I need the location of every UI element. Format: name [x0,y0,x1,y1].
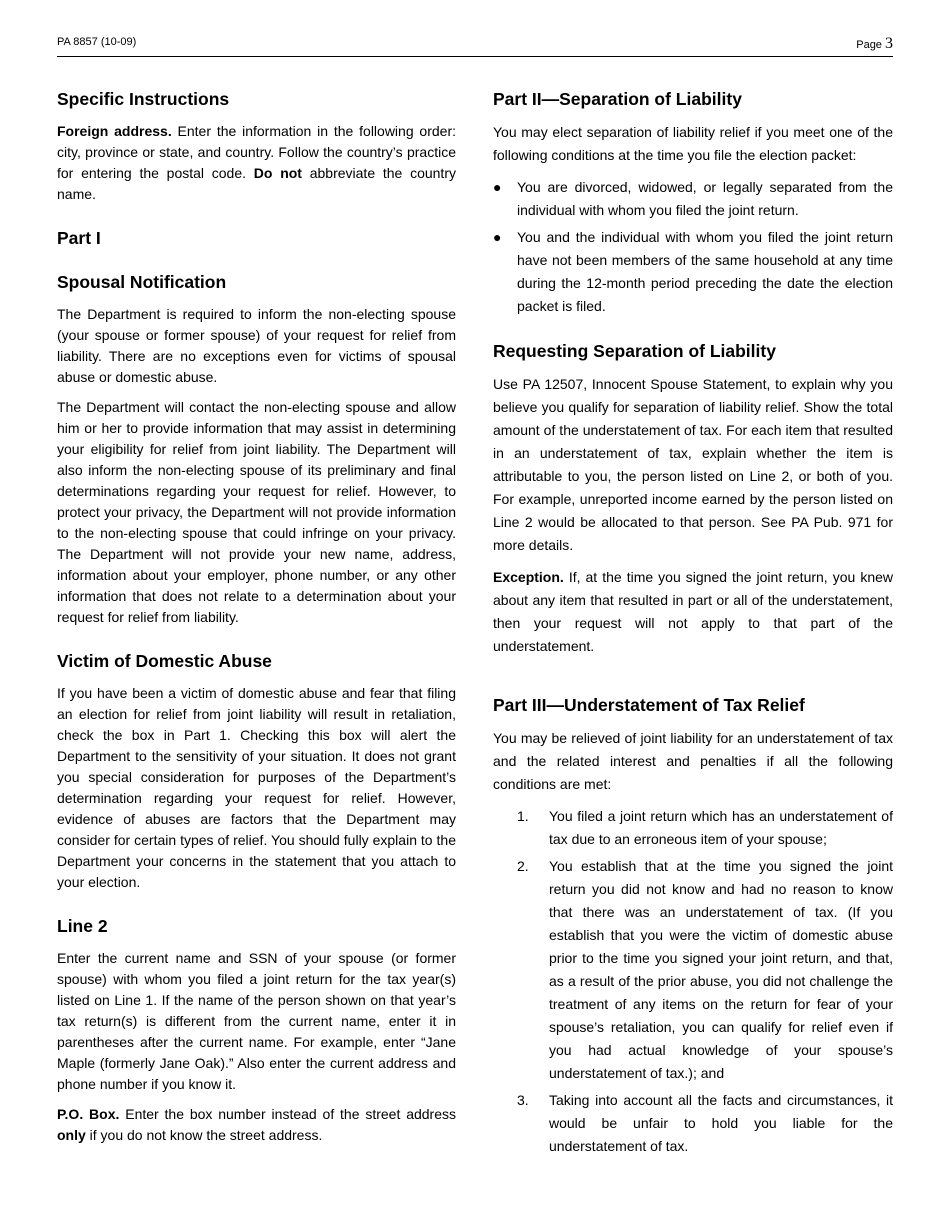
bullet-text: You are divorced, widowed, or legally separated from the individual with whom you filed the joint return. [517,179,893,218]
exception-lead: Exception. [493,569,564,585]
numbered-item [493,1089,893,1158]
bullet-item [493,176,893,222]
exception-paragraph [493,566,893,658]
victim-heading: Victim of Domestic Abuse [57,651,272,671]
do-not-bold: Do not [253,165,302,181]
po-box-lead: P.O. Box. [57,1106,120,1122]
specific-instructions-heading: Specific Instructions [57,89,230,109]
bullet-icon: ● [493,179,502,195]
line2-heading: Line 2 [57,916,108,936]
bullet-text: You and the individual with whom you filed the joint return have not been members of the same household at any time during the 12-month period preceding the date the election packet is filed. [517,229,893,314]
part2-intro: You may elect separation of liability relief if you meet one of the following conditions at the time you file the election packet: [493,124,893,163]
page-header [57,34,893,57]
victim-paragraph: If you have been a victim of domestic abuse and fear that filing an election for relief from joint liability will result in retaliation, check the box in Part 1. Checking this box will alert the Department to the sensitivity of your situation. It does not grant you special consideration for purposes of the Department’s determination regarding your request for relief. However, evidence of abuses are factors that the Department may consider for certain types of relief. You should fully explain to the Department your concerns in the statement that you attach to your election. [57,685,456,890]
numbered-item [493,805,893,851]
requesting-paragraph: Use PA 12507, Innocent Spouse Statement, to explain why you believe you qualify for separation of liability relief. Show the total amount of the understatement of tax. For each item that resulted in an understatement of tax, explain whether the item is attributable to you, the person listed on Line 2, or both of you. For example, unreported income earned by the person listed on Line 2 would be allocated to that person. See PA Pub. 971 for more details. [493,376,893,553]
spousal-notification-heading: Spousal Notification [57,272,227,292]
po-box-text-2: if you do not know the street address. [85,1127,323,1143]
part3-intro: You may be relieved of joint liability for an understatement of tax and the related interest and penalties if all the following conditions are met: [493,730,893,792]
bullet-icon: ● [493,229,502,245]
part2-heading: Part II—Separation of Liability [493,89,742,109]
part1-heading: Part I [57,228,101,248]
part3-heading: Part III—Understatement of Tax Relief [493,695,805,715]
line2-paragraph: Enter the current name and SSN of your spouse (or former spouse) with whom you filed a joint return for the tax year(s) listed on Line 1. If the name of the person shown on that year’s tax return(s) is different from the current name, enter it in parentheses after the current name. For example, enter “Jane Maple (formerly Jane Oak).” Also enter the current address and phone number if you know it. [57,950,456,1092]
item-number: 1. [517,808,529,824]
foreign-address-paragraph [57,121,456,205]
item-number: 2. [517,858,529,874]
left-column [57,88,456,1155]
form-id: PA 8857 (10-09) [57,36,137,48]
spousal-paragraph-2: The Department will contact the non-electing spouse and allow him or her to provide information that may assist in determining your eligibility for relief from joint liability. The Department will also inform the non-electing spouse of its preliminary and final determinations regarding your request for relief. However, to protect your privacy, the Department will not provide information to the non-electing spouse that could infringe on your privacy. The Department will not provide your new name, address, information about your employer, phone number, or any other information that does not relate to a determination about your request for relief from liability. [57,399,456,625]
po-box-paragraph [57,1104,456,1146]
page-number: 3 [885,35,893,52]
only-bold: only [57,1127,86,1143]
numbered-item [493,855,893,1085]
item-text: You filed a joint return which has an understatement of tax due to an erroneous item of your spouse; [549,808,893,847]
foreign-address-lead: Foreign address. [57,123,172,139]
exception-text: If, at the time you signed the joint return, you knew about any item that resulted in part or all of the understatement, then your request will not apply to that part of the understatement. [493,569,893,654]
item-text: You establish that at the time you signed the joint return you did not know and had no reason to know that there was an understatement of tax. (If you establish that you were the victim of domestic abuse prior to the time you signed your joint return, and that, as a result of the prior abuse, you did not challenge the treatment of any items on the return for fear of your spouse’s retaliation, you can qualify for relief even if you had actual knowledge of your spouse’s understatement of tax.); and [549,858,893,1081]
right-column [493,88,893,1162]
requesting-heading: Requesting Separation of Liability [493,341,776,361]
bullet-item [493,226,893,318]
page-label: Page [856,39,882,51]
spousal-paragraph-1: The Department is required to inform the non-electing spouse (your spouse or former spouse) of your request for relief from liability. There are no exceptions even for victims of spousal abuse or domestic abuse. [57,306,456,385]
page-indicator [856,35,893,53]
po-box-text-1: Enter the box number instead of the street address [119,1106,457,1122]
foreign-address-text-2: abbreviate the country name. [57,165,456,202]
item-number: 3. [517,1092,529,1108]
item-text: Taking into account all the facts and circumstances, it would be unfair to hold you liable for the understatement of tax. [549,1092,893,1154]
foreign-address-text-1: Enter the information in the following order: city, province or state, and country. Follow the country’s practice for entering the postal code. [57,123,456,181]
